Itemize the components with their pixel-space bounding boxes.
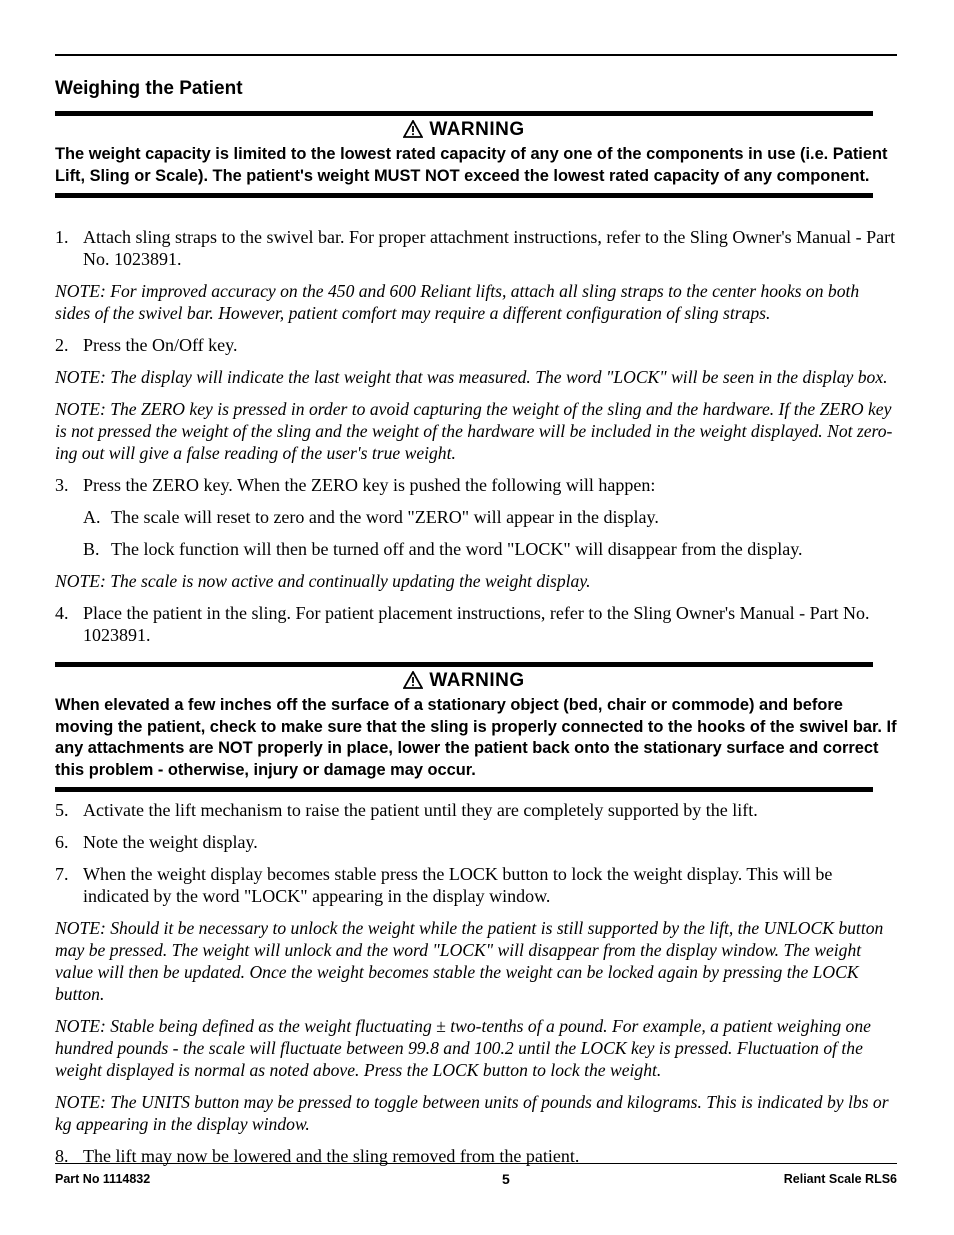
item-text: When the weight display becomes stable press the LOCK button to lock the weight display. This will be indicated by the word "LOCK" appearing in the display window. (83, 864, 833, 906)
item-text: Press the ZERO key. When the ZERO key is pushed the following will happen: (83, 475, 656, 495)
item-text: The lift may now be lowered and the sling removed from the patient. (83, 1146, 580, 1166)
list-item (55, 831, 897, 853)
warning-top-bar (55, 662, 873, 667)
item-text: Place the patient in the sling. For patient placement instructions, refer to the Sling Owner's Manual - Part No. 1023891. (83, 603, 870, 645)
item-number: 8. (55, 1146, 69, 1166)
footer-part-number: Part No 1114832 (55, 1172, 151, 1186)
list-item (55, 226, 897, 270)
steps-block-2 (55, 799, 897, 1167)
warning-bottom-bar (55, 787, 873, 792)
item-number: 3. (55, 475, 69, 495)
list-item (55, 474, 897, 496)
note: NOTE: Stable being defined as the weight fluctuating ± two-tenths of a pound. For example, a patient weighing one hundred pounds - the scale will fluctuate between 99.8 and 100.2 until the LOCK key is pressed. Fluctuation of the weight displayed is normal as noted above. Press the LOCK button to lock the weight. (55, 1016, 871, 1080)
item-text: Activate the lift mechanism to raise the patient until they are completely supported by the lift. (83, 800, 758, 820)
footer-product-name: Reliant Scale RLS6 (783, 1172, 897, 1186)
item-text: Note the weight display. (83, 832, 258, 852)
note: NOTE: For improved accuracy on the 450 and 600 Reliant lifts, attach all sling straps to the center hooks on both sides of the swivel bar. However, patient comfort may require a different configuration of sling straps. (55, 281, 860, 323)
warning-triangle-icon (403, 671, 423, 689)
item-number: 4. (55, 603, 69, 623)
item-letter: B. (83, 539, 100, 559)
sub-list-item (55, 506, 897, 528)
warning-text: The weight capacity is limited to the lowest rated capacity of any one of the components in use (i.e. Patient Lift, Sling or Scale). The patient's weight MUST NOT exceed the lowest rated capacity of any component. (55, 145, 888, 185)
item-number: 2. (55, 335, 69, 355)
sub-list-item (55, 538, 897, 560)
list-item (55, 334, 897, 356)
item-text: Press the On/Off key. (83, 335, 238, 355)
item-text: The scale will reset to zero and the word "ZERO" will appear in the display. (111, 507, 659, 527)
item-text: The lock function will then be turned off and the word "LOCK" will disappear from the display. (111, 539, 803, 559)
warning-box-1 (55, 111, 888, 198)
warning-text: When elevated a few inches off the surface of a stationary object (bed, chair or commode) and before moving the patient, check to make sure that the sling is properly connected to the hooks of the swivel bar. If any attachments are NOT properly in place, lower the patient back onto the stationary surface and correct this problem - otherwise, injury or damage may occur. (55, 696, 897, 779)
warning-title (55, 118, 873, 142)
warning-title-text: WARNING (429, 670, 525, 691)
note: NOTE: Should it be necessary to unlock the weight while the patient is still supported by the lift, the UNLOCK button may be pressed. The weight will unlock and the word "LOCK" will disappear from the display window. The weight value will then be updated. Once the weight becomes stable the weight can be locked again by pressing the LOCK button. (55, 918, 884, 1004)
note: NOTE: The display will indicate the last weight that was measured. The word "LOCK" will be seen in the display box. (55, 367, 888, 387)
warning-title-text: WARNING (429, 119, 525, 140)
list-item (55, 602, 897, 646)
warning-box-2 (55, 662, 897, 792)
note: NOTE: The UNITS button may be pressed to toggle between units of pounds and kilograms. This is indicated by lbs or kg appearing in the display window. (55, 1092, 889, 1134)
item-number: 5. (55, 800, 69, 820)
list-item (55, 799, 897, 821)
item-number: 1. (55, 227, 69, 247)
steps-block-1 (55, 226, 897, 646)
top-rule (55, 54, 897, 56)
item-letter: A. (83, 507, 101, 527)
note: NOTE: The scale is now active and continually updating the weight display. (55, 571, 591, 591)
item-number: 7. (55, 864, 69, 884)
list-item (55, 863, 897, 907)
warning-top-bar (55, 111, 873, 116)
footer-page-number: 5 (502, 1171, 510, 1187)
footer-rule (55, 1163, 897, 1164)
section-title: Weighing the Patient (55, 78, 243, 99)
item-text: Attach sling straps to the swivel bar. For proper attachment instructions, refer to the Sling Owner's Manual - Part No. 1023891. (83, 227, 896, 269)
note: NOTE: The ZERO key is pressed in order to avoid capturing the weight of the sling and the hardware. If the ZERO key is not pressed the weight of the sling and the weight of the hardware will be included in the weight displayed. Not zero-ing out will give a false reading of the user's true weight. (55, 399, 893, 463)
warning-triangle-icon (403, 120, 423, 138)
warning-title (55, 669, 873, 693)
item-number: 6. (55, 832, 69, 852)
warning-bottom-bar (55, 193, 873, 198)
